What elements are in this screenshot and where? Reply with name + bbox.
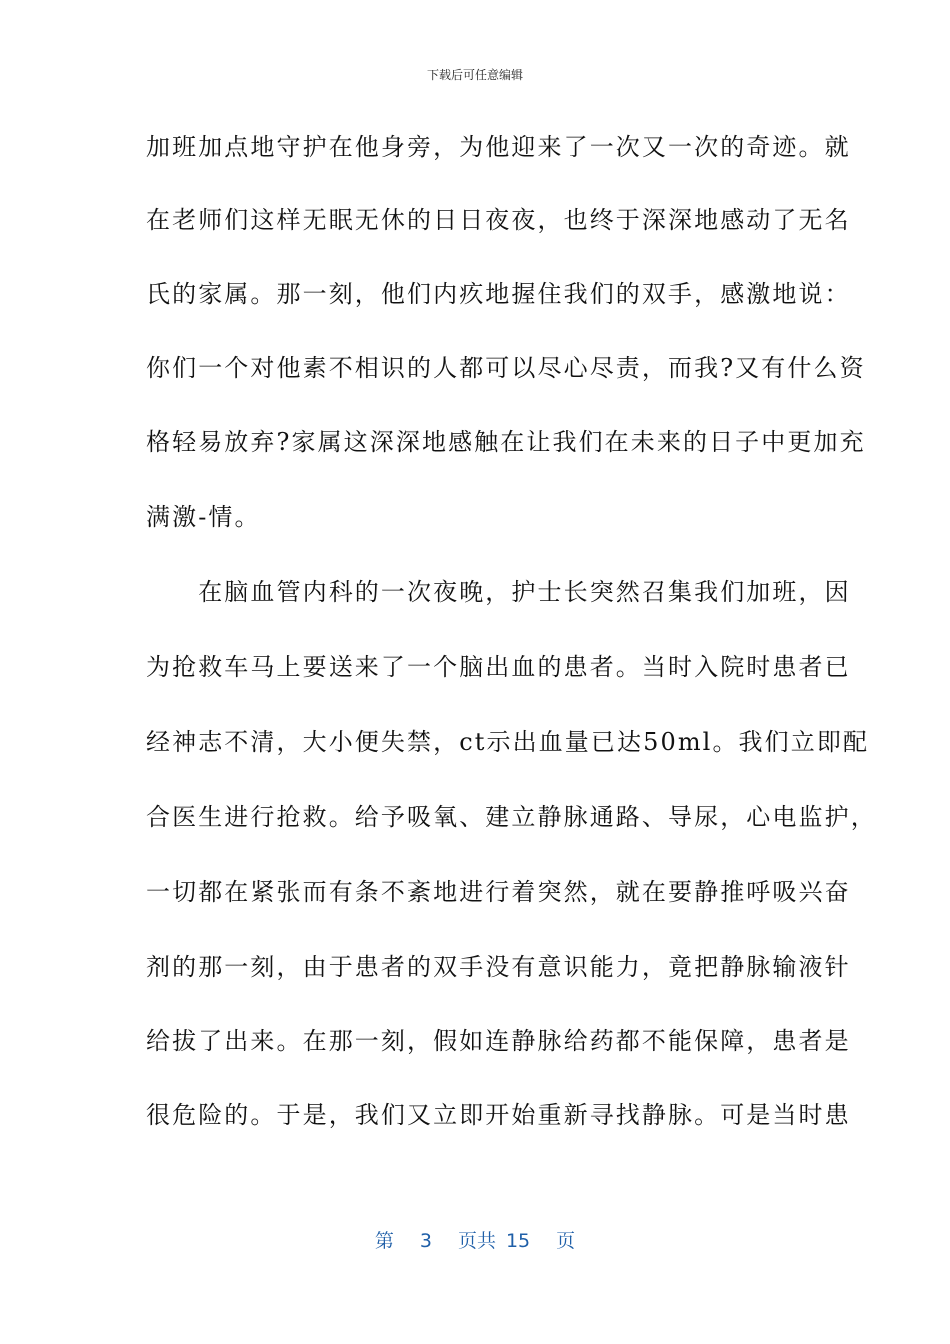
total-pages-number: 15 <box>505 1230 531 1252</box>
text-line: 格轻易放弃?家属这深深地感触在让我们在未来的日子中更加充 <box>146 428 866 456</box>
page-footer <box>0 1226 950 1253</box>
footer-middle: 页共 <box>457 1230 496 1252</box>
text-line: 很危险的。于是，我们又立即开始重新寻找静脉。可是当时患 <box>146 1101 851 1129</box>
text-line: 在脑血管内科的一次夜晚，护士长突然召集我们加班，因 <box>146 578 851 606</box>
text-line: 一切都在紧张而有条不紊地进行着突然，就在要静推呼吸兴奋 <box>146 878 851 906</box>
text-line: 给拔了出来。在那一刻，假如连静脉给药都不能保障，患者是 <box>146 1027 851 1055</box>
current-page-number: 3 <box>419 1230 432 1252</box>
page-header <box>0 66 950 83</box>
text-line: 满激-情。 <box>146 503 261 531</box>
footer-suffix: 页 <box>556 1230 576 1252</box>
text-line: 剂的那一刻，由于患者的双手没有意识能力，竟把静脉输液针 <box>146 953 851 981</box>
text-line: 经神志不清，大小便失禁，ct示出血量已达50ml。我们立即配 <box>146 728 870 756</box>
text-line: 为抢救车马上要送来了一个脑出血的患者。当时入院时患者已 <box>146 653 851 681</box>
text-line: 加班加点地守护在他身旁，为他迎来了一次又一次的奇迹。就 <box>146 133 851 161</box>
text-line: 合医生进行抢救。给予吸氧、建立静脉通路、导尿，心电监护， <box>146 803 877 831</box>
footer-prefix: 第 <box>374 1230 394 1252</box>
text-line: 在老师们这样无眠无休的日日夜夜，也终于深深地感动了无名 <box>146 206 851 234</box>
text-line: 氏的家属。那一刻，他们内疚地握住我们的双手，感激地说： <box>146 280 851 308</box>
header-text: 下载后可任意编辑 <box>426 68 523 82</box>
text-line: 你们一个对他素不相识的人都可以尽心尽责，而我?又有什么资 <box>146 354 866 382</box>
